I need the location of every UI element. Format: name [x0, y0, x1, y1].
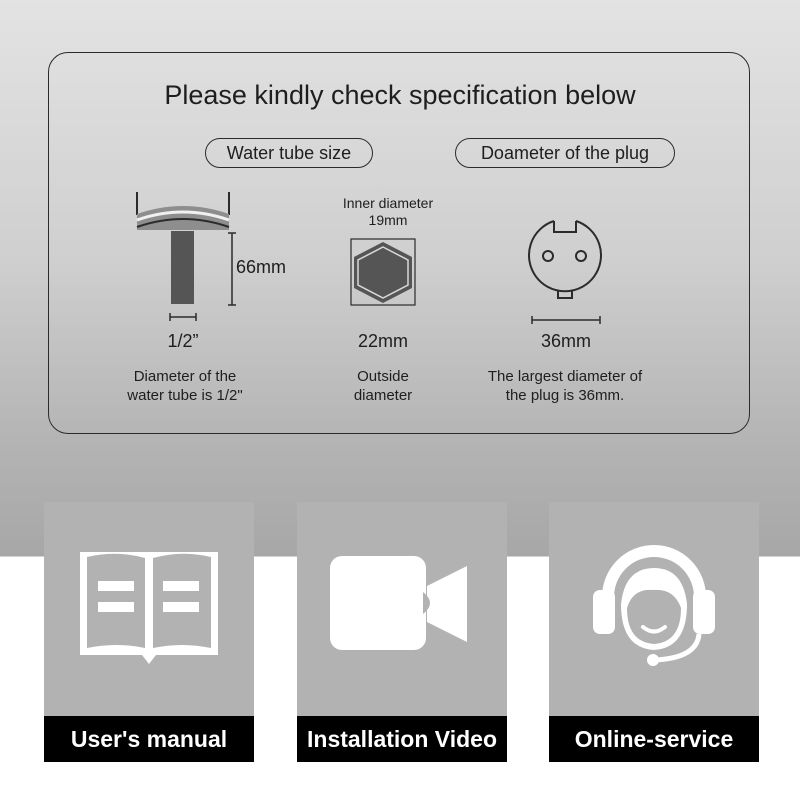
- plug-caption: [460, 367, 670, 405]
- plug-diameter-label: Doameter of the plug: [455, 138, 675, 168]
- tube-caption-line2: water tube is 1/2": [127, 387, 243, 404]
- plug-caption-line2: the plug is 36mm.: [505, 387, 625, 404]
- installation-video-card[interactable]: [297, 502, 507, 762]
- spec-title: Please kindly check specification below: [164, 80, 636, 110]
- installation-video-label: Installation Video: [297, 716, 507, 762]
- video-camera-icon: [297, 502, 507, 716]
- tube-caption: [100, 367, 270, 405]
- hex-inner-line2: 19mm: [368, 212, 408, 228]
- tube-width-label: 1/2”: [167, 331, 199, 351]
- online-service-card[interactable]: [549, 502, 759, 762]
- hex-caption: [323, 367, 443, 405]
- plug-width-label: 36mm: [540, 331, 591, 351]
- hex-caption-line2: diameter: [353, 387, 413, 404]
- water-tube-size-label: Water tube size: [205, 138, 373, 168]
- book-icon: [44, 502, 254, 716]
- tube-caption-line1: Diameter of the: [133, 368, 237, 385]
- online-service-label: Online-service: [549, 716, 759, 762]
- hex-inner-line1: Inner diameter: [342, 195, 434, 211]
- hex-caption-line1: Outside: [357, 368, 409, 385]
- plug-caption-line1: The largest diameter of: [487, 368, 643, 385]
- water-tube-figure: [137, 192, 236, 321]
- users-manual-card[interactable]: [44, 502, 254, 762]
- hex-inner-label: [313, 195, 463, 229]
- plug-figure: [529, 221, 601, 324]
- users-manual-label: User's manual: [44, 716, 254, 762]
- hex-outer-label: 22mm: [357, 331, 408, 351]
- headset-agent-icon: [549, 502, 759, 716]
- tube-height-label: 66mm: [236, 257, 287, 277]
- hex-nut-figure: [351, 239, 415, 305]
